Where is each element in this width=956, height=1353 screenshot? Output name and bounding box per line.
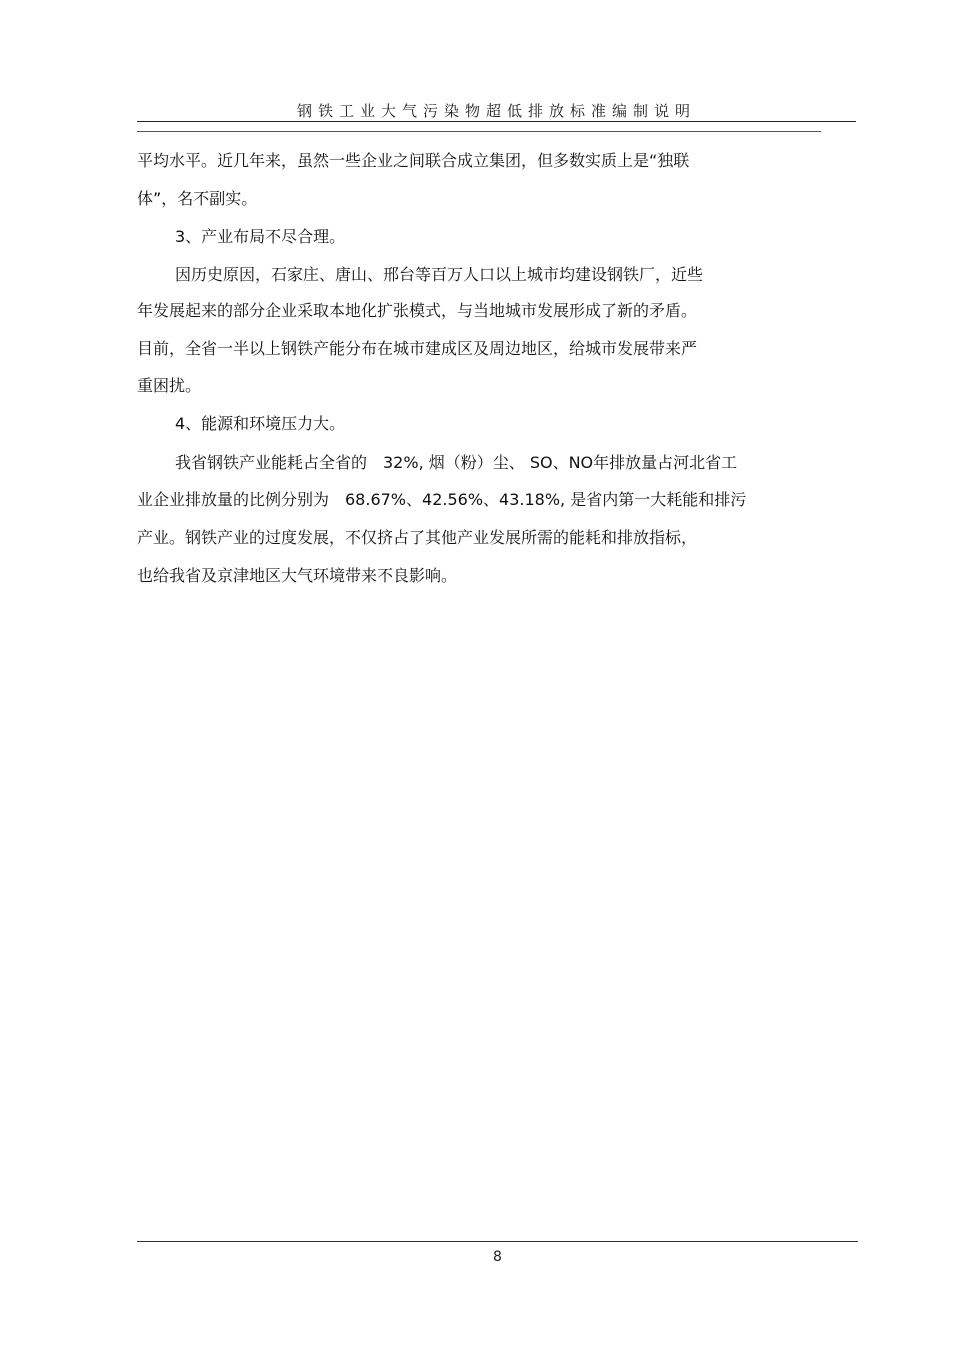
body-line: 也给我省及京津地区大气环境带来不良影响。 — [137, 566, 458, 585]
body-line: 因历史原因，石家庄、唐山、邢台等百万人口以上城市均建设钢铁厂，近些 — [175, 265, 704, 284]
running-header-title: 钢铁工业大气污染物超低排放标准编制说明 — [296, 102, 696, 120]
page-number: 8 — [493, 1249, 502, 1265]
body-line: 业企业排放量的比例分别为 68.67%、42.56%、43.18%, 是省内第一大耗能和排污 — [137, 490, 747, 509]
section-heading: 3、产业布局不尽合理。 — [175, 227, 346, 246]
section-heading: 4、能源和环境压力大。 — [175, 414, 346, 433]
body-line: 目前，全省一半以上钢铁产能分布在城市建成区及周边地区，给城市发展带来严 — [137, 339, 698, 358]
body-line: 重困扰。 — [137, 376, 202, 395]
body-line: 体”，名不副实。 — [137, 189, 258, 208]
body-line: 年发展起来的部分企业采取本地化扩张模式，与当地城市发展形成了新的矛盾。 — [137, 301, 698, 320]
body-line: 我省钢铁产业能耗占全省的 32%, 烟（粉）尘、 SO、NO年排放量占河北省工 — [175, 453, 738, 472]
footer-rule — [137, 1241, 858, 1242]
body-line: 平均水平。近几年来，虽然一些企业之间联合成立集团，但多数实质上是“独联 — [137, 151, 690, 170]
header-rule-thin — [137, 131, 821, 132]
body-line: 产业。钢铁产业的过度发展，不仅挤占了其他产业发展所需的能耗和排放指标， — [137, 528, 698, 547]
header-rule-thick — [137, 121, 856, 122]
